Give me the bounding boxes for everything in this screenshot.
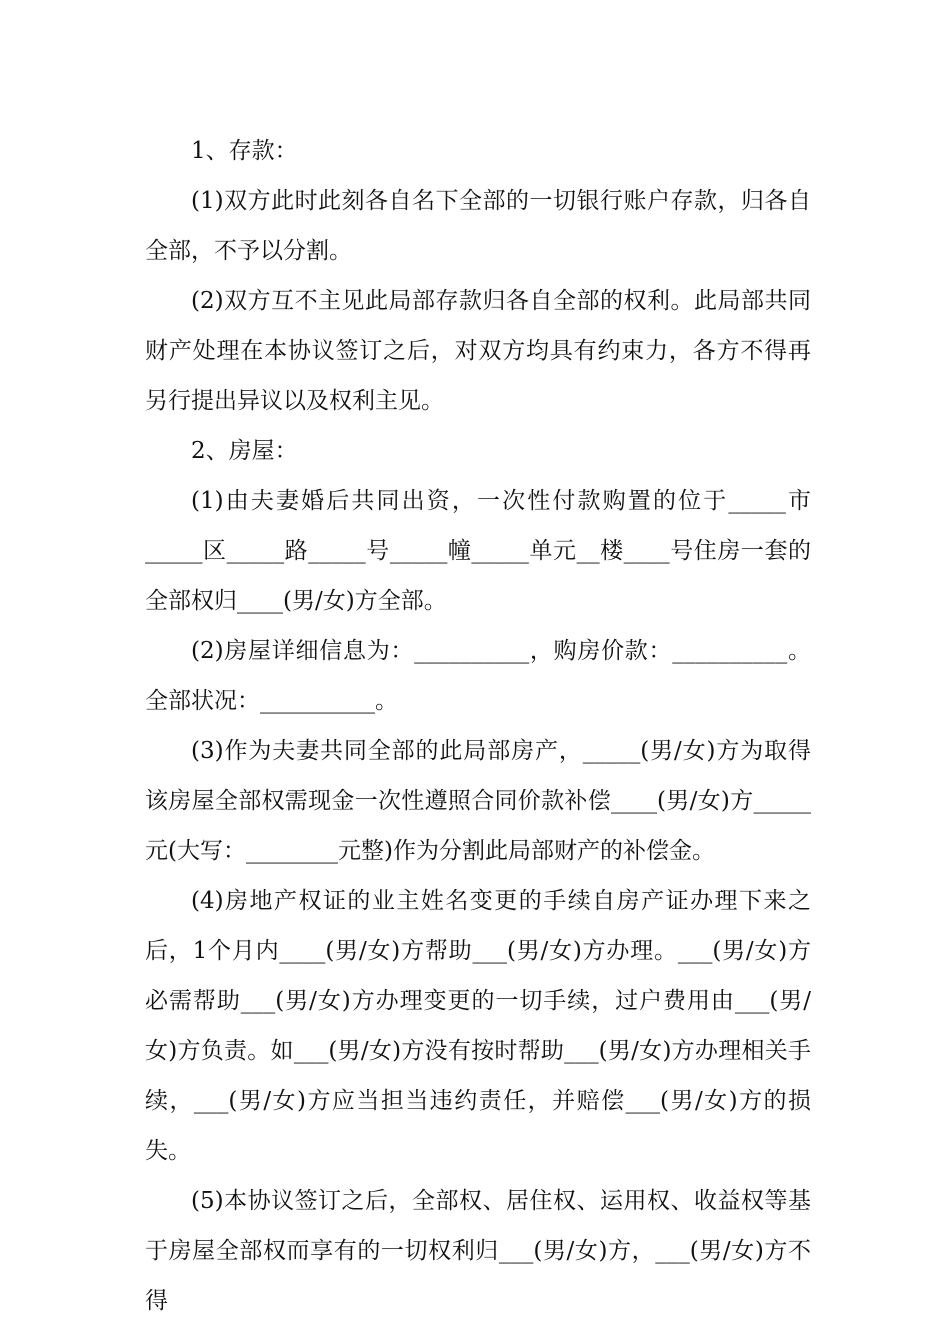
house-clause-2: (2)房屋详细信息为：__________，购房价款：__________。全部状况：__________。	[145, 638, 811, 714]
deposits-clause-1: (1)双方此时此刻各自名下全部的一切银行账户存款，归各自全部，不予以分割。	[145, 188, 811, 264]
house-clause-5: (5)本协议签订之后，全部权、居住权、运用权、收益权等基于房屋全部权而享有的一切权利归___(男/女)方，___(男/女)方不得	[145, 1188, 811, 1314]
document-body	[145, 126, 811, 1326]
house-clause-4: (4)房地产权证的业主姓名变更的手续自房产证办理下来之后，1个月内____(男/女)方帮助___(男/女)方办理。___(男/女)方必需帮助___(男/女)方办理变更的一切手续，过户费用由___(男/女)方负责。如___(男/女)方没有按时帮助___(男/女)方办理相关手续，___(男/女)方应当担当违约责任，并赔偿___(男/女)方的损失。	[145, 888, 811, 1164]
house-clause-3: (3)作为夫妻共同全部的此局部房产，_____(男/女)方为取得该房屋全部权需现金一次性遵照合同价款补偿____(男/女)方_____元(大写：________元整)作为分割此局部财产的补偿金。	[145, 738, 811, 864]
section-heading-deposits: 1、存款：	[191, 138, 298, 164]
section-heading-house: 2、房屋：	[191, 438, 298, 464]
deposits-clause-2: (2)双方互不主见此局部存款归各自全部的权利。此局部共同财产处理在本协议签订之后，对双方均具有约束力，各方不得再另行提出异议以及权利主见。	[145, 288, 811, 414]
house-clause-1: (1)由夫妻婚后共同出资，一次性付款购置的位于_____市_____区_____路_____号_____幢_____单元__楼____号住房一套的全部权归____(男/女)方全部。	[145, 488, 812, 614]
